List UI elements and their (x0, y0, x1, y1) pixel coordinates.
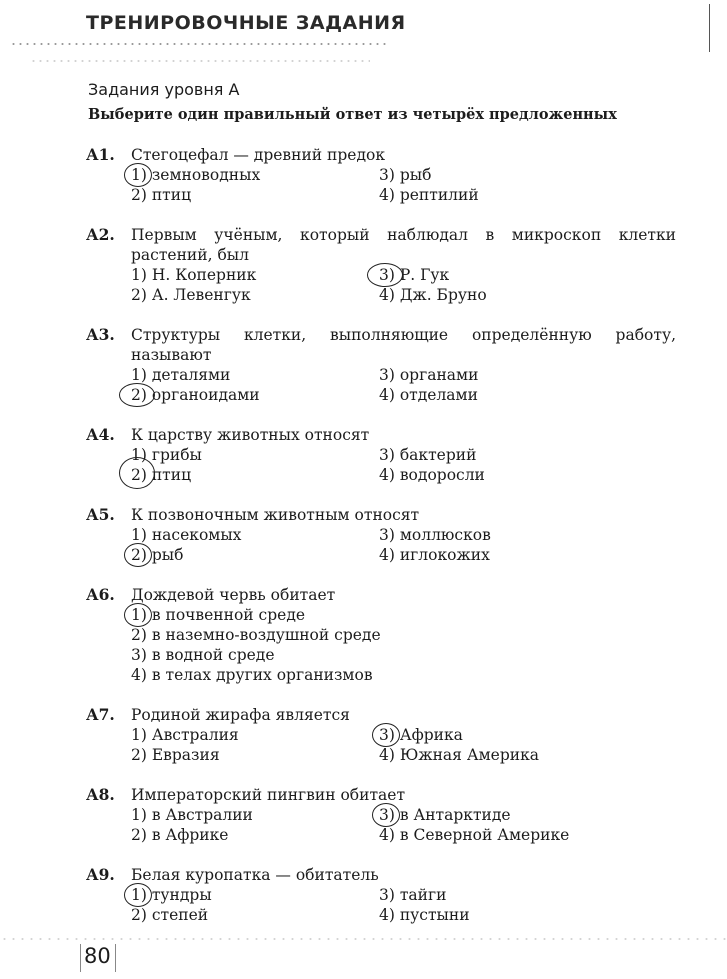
answer-options (131, 445, 676, 485)
option-4[interactable]: 4) в Северной Америке (379, 826, 570, 844)
option-2[interactable]: 2) в Африке (131, 826, 229, 844)
footer-dotted-rule (0, 938, 727, 940)
answer-options (131, 725, 676, 765)
question-a3 (86, 325, 676, 405)
question-a4 (86, 425, 676, 485)
option-3[interactable]: 3) органами (379, 366, 479, 384)
option-3[interactable]: 3) Р. Гук (379, 265, 449, 285)
question-text: Стегоцефал — древний предок (131, 146, 386, 164)
option-2[interactable]: 2) степей (131, 906, 209, 924)
header-dotted-rule-faint (30, 60, 370, 62)
answer-options (131, 805, 676, 845)
option-1[interactable]: 1) Н. Коперник (131, 266, 257, 284)
option-1[interactable]: 1) в Австралии (131, 806, 253, 824)
option-1[interactable]: 1) тундры (131, 885, 212, 905)
question-text: К царству животных относят (131, 426, 370, 444)
question-a2 (86, 225, 676, 305)
option-4[interactable]: 4) Южная Америка (379, 746, 540, 764)
margin-rule (709, 4, 710, 52)
question-number: А9. (86, 865, 115, 884)
question-number: А3. (86, 325, 115, 344)
question-number: А1. (86, 145, 115, 164)
answer-options (131, 525, 676, 565)
option-1[interactable]: 1) насекомых (131, 526, 242, 544)
question-number: А8. (86, 785, 115, 804)
question-text: Дождевой червь обитает (131, 586, 336, 604)
level-title: Задания уровня А (88, 80, 240, 99)
question-a7 (86, 705, 676, 765)
option-1[interactable]: 1) в почвенной среде (131, 605, 305, 625)
option-3[interactable]: 3) рыб (379, 166, 432, 184)
option-3[interactable]: 3) моллюсков (379, 526, 491, 544)
question-number: А7. (86, 705, 115, 724)
option-2[interactable]: 2) рыб (131, 545, 183, 565)
option-2[interactable]: 2) органоидами (131, 385, 260, 405)
question-text: К позвоночным животным относят (131, 506, 420, 524)
question-text: Родиной жирафа является (131, 706, 350, 724)
option-4[interactable]: 4) Дж. Бруно (379, 286, 487, 304)
answer-options (131, 605, 676, 685)
option-2[interactable]: 2) в наземно-воздушной среде (131, 626, 381, 644)
header-dotted-rule (10, 43, 390, 45)
option-1[interactable]: 1) деталями (131, 366, 231, 384)
question-text: Императорский пингвин обитает (131, 786, 406, 804)
page-number: 80 (84, 944, 111, 968)
question-a9 (86, 865, 676, 925)
option-4[interactable]: 4) отделами (379, 386, 478, 404)
option-4[interactable]: 4) в телах других организмов (131, 666, 373, 684)
question-a1 (86, 145, 676, 205)
question-number: А5. (86, 505, 115, 524)
option-2[interactable]: 2) А. Левенгук (131, 286, 251, 304)
option-4[interactable]: 4) водоросли (379, 466, 485, 484)
option-4[interactable]: 4) иглокожих (379, 546, 490, 564)
question-a6 (86, 585, 676, 685)
option-1[interactable]: 1) Австралия (131, 726, 239, 744)
section-title: ТРЕНИРОВОЧНЫЕ ЗАДАНИЯ (86, 12, 406, 34)
option-1[interactable]: 1) земноводных (131, 165, 260, 185)
option-4[interactable]: 4) пустыни (379, 906, 470, 924)
question-text: Структуры клетки, выполняющие определённую работу, называют (131, 326, 676, 364)
question-number: А2. (86, 225, 115, 244)
option-1[interactable]: 1) грибы (131, 446, 202, 464)
answer-options (131, 885, 676, 925)
answer-options (131, 265, 676, 305)
answer-options (131, 165, 676, 205)
answer-options (131, 365, 676, 405)
question-number: А4. (86, 425, 115, 444)
option-3[interactable]: 3) Африка (379, 725, 463, 745)
option-2[interactable]: 2) птиц (131, 186, 192, 204)
option-3[interactable]: 3) бактерий (379, 446, 477, 464)
instruction: Выберите один правильный ответ из четырёх предложенных (88, 106, 617, 123)
question-number: А6. (86, 585, 115, 604)
question-a5 (86, 505, 676, 565)
option-2[interactable]: 2) Евразия (131, 746, 220, 764)
option-3[interactable]: 3) в Антарктиде (379, 805, 511, 825)
option-3[interactable]: 3) в водной среде (131, 646, 275, 664)
option-2[interactable]: 2) птиц (131, 465, 191, 485)
option-3[interactable]: 3) тайги (379, 886, 447, 904)
question-text: Первым учёным, который наблюдал в микроскоп клетки растений, был (131, 226, 676, 264)
option-4[interactable]: 4) рептилий (379, 186, 479, 204)
question-a8 (86, 785, 676, 845)
question-text: Белая куропатка — обитатель (131, 866, 379, 884)
